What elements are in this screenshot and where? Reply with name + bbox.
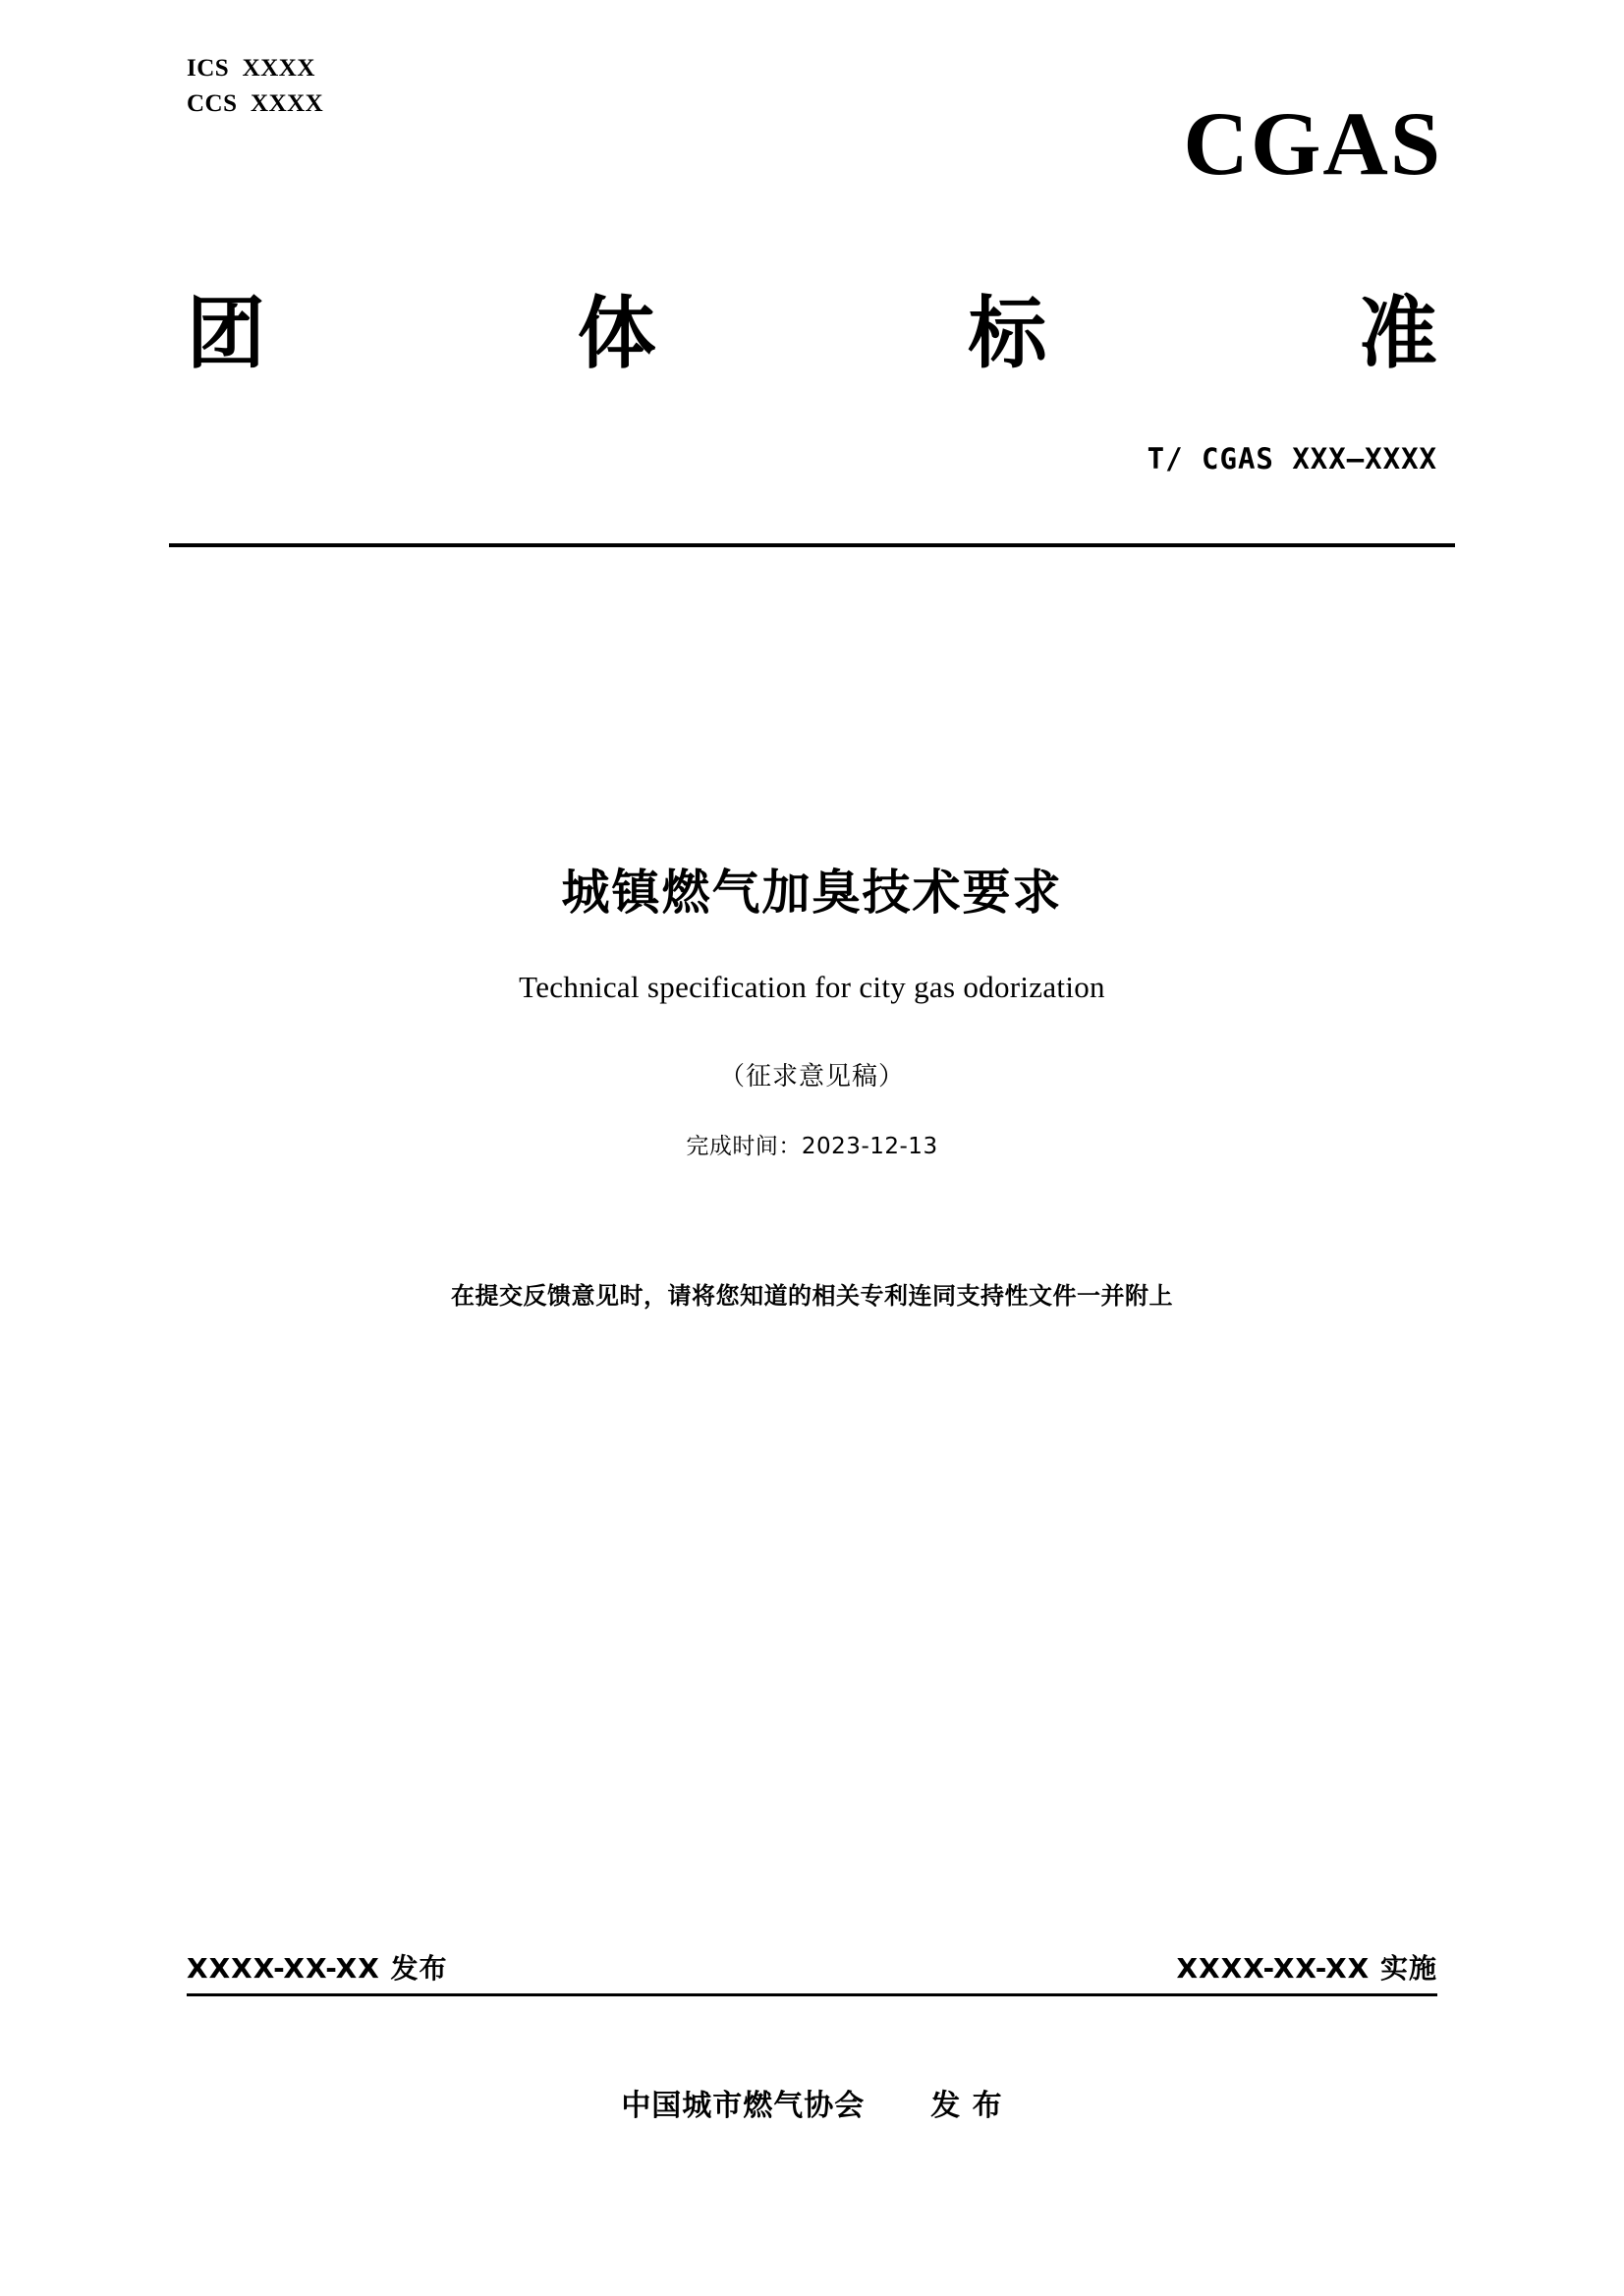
banner-char-1: 团: [187, 288, 265, 379]
footer-dates: [187, 1947, 1437, 1987]
footer-divider: [187, 1993, 1437, 1996]
banner-char-2: 体: [577, 288, 656, 379]
ccs-code: CCS XXXX: [187, 90, 324, 118]
banner-char-4: 准: [1358, 288, 1437, 379]
title-english: Technical specification for city gas odorization: [519, 969, 1105, 1004]
publisher-action: 发 布: [930, 2089, 1003, 2123]
title-block: [0, 865, 1624, 1311]
standard-number: T/ CGAS XXX—XXXX: [1147, 442, 1437, 476]
classification-codes: [187, 51, 323, 123]
group-standard-banner: [187, 288, 1437, 379]
publisher-line: [0, 2081, 1624, 2124]
issue-date: XXXX-XX-XX 发布: [187, 1952, 448, 1985]
ics-code: ICS XXXX: [187, 55, 315, 82]
header-divider: [169, 543, 1455, 547]
completion-time: 完成时间：2023-12-13: [686, 1133, 938, 1159]
patent-note: 在提交反馈意见时，请将您知道的相关专利连同支持性文件一并附上: [451, 1281, 1173, 1310]
banner-char-3: 标: [968, 288, 1047, 379]
draft-status: （征求意见稿）: [718, 1061, 905, 1092]
publisher-name: 中国城市燃气协会: [621, 2089, 866, 2123]
implement-date: XXXX-XX-XX 实施: [1176, 1952, 1437, 1985]
cgas-logo: CGAS: [1183, 93, 1442, 194]
document-header: [187, 51, 1442, 257]
title-chinese: 城镇燃气加臭技术要求: [561, 865, 1063, 921]
